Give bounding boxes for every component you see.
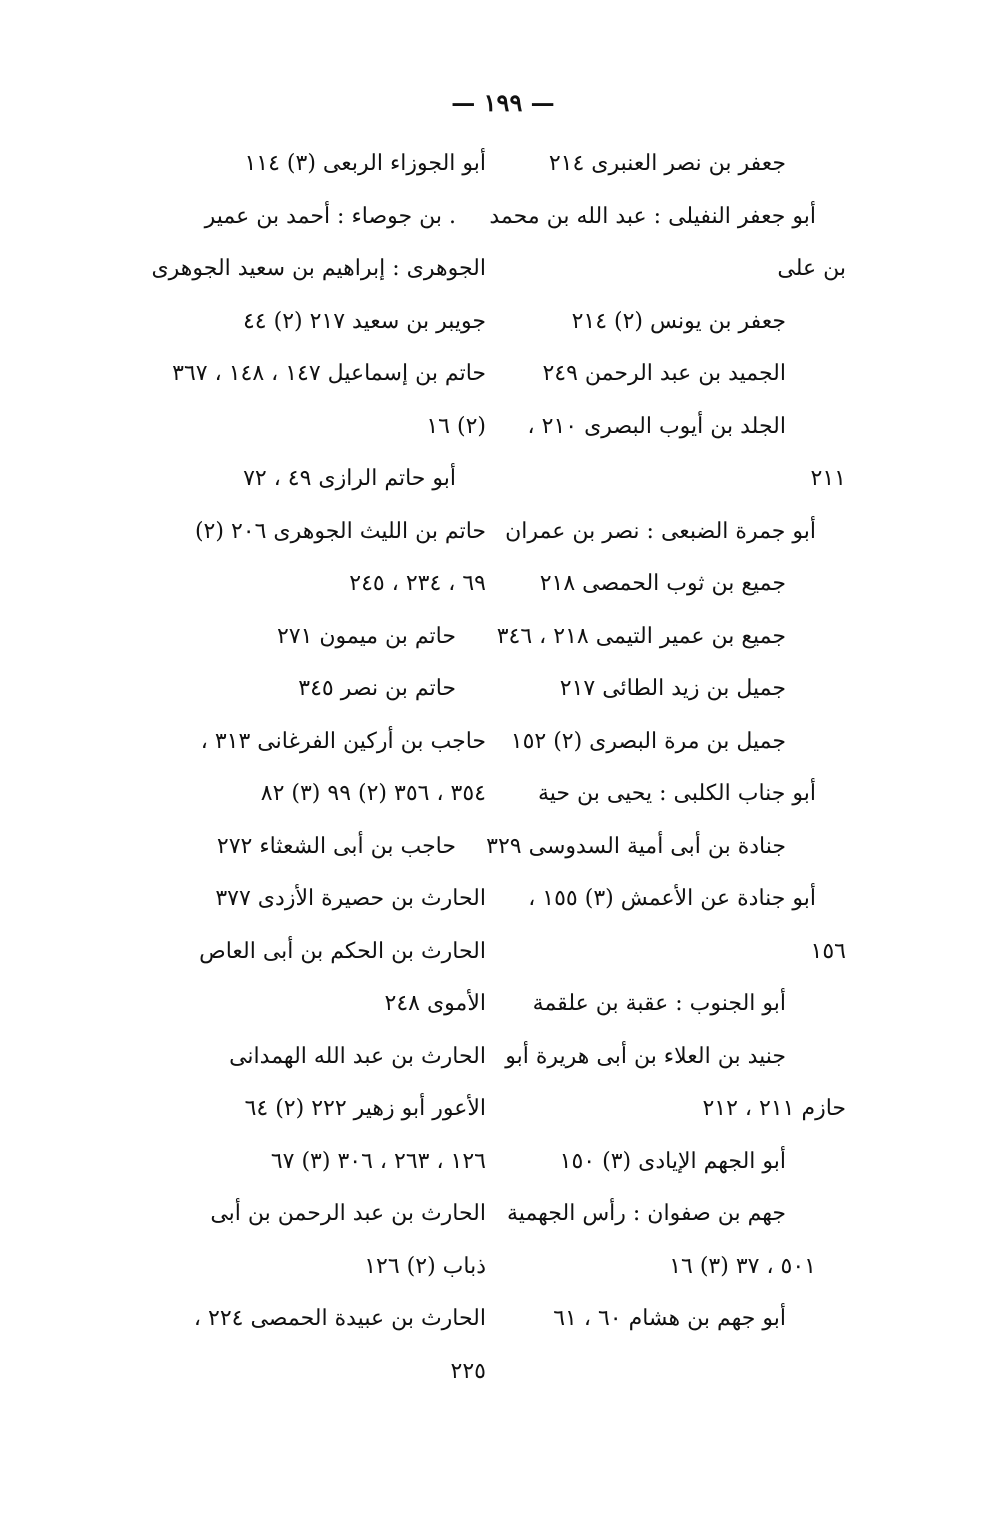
index-entry-line: . بن جوصاء : أحمد بن عمير xyxy=(204,203,456,229)
index-entry-line: ٣٥٤ ، ٣٥٦ (٢) ٩٩ (٣) ٨٢ xyxy=(260,781,486,806)
index-entry-line: أبو جعفر النفيلى : عبد الله بن محمد xyxy=(489,203,816,229)
index-entry-line: أبو الجوزاء الربعى (٣) ١١٤ xyxy=(244,151,486,176)
index-entry-line: الحارث بن عبيدة الحمصى ٢٢٤ ، xyxy=(193,1306,486,1331)
index-entry-line: الحارث بن عبد الله الهمدانى xyxy=(229,1043,486,1069)
index-entry-line: الأعور أبو زهير ٢٢٢ (٢) ٦٤ xyxy=(244,1096,486,1121)
index-column-right xyxy=(486,138,846,1346)
index-entry-line: الجلد بن أيوب البصرى ٢١٠ ، xyxy=(527,413,786,439)
index-entry-line: ذباب (٢) ١٢٦ xyxy=(364,1253,486,1279)
index-entry-line: الأموى ٢٤٨ xyxy=(384,991,486,1016)
page-number: — ١٩٩ — xyxy=(451,88,555,117)
index-entry-line: أبو جهم بن هشام ٦٠ ، ٦١ xyxy=(553,1306,786,1331)
index-entry-line: ٦٩ ، ٢٣٤ ، ٢٤٥ xyxy=(349,571,486,596)
index-entry-line: ١٥٦ xyxy=(810,938,846,964)
index-entry-line: الجوهرى : إبراهيم بن سعيد الجوهرى xyxy=(151,256,486,281)
index-entry-line: ٢١١ xyxy=(810,466,846,491)
index-entry-line: الحارث بن عبد الرحمن بن أبى xyxy=(210,1201,486,1226)
index-entry-line: حاجب بن أركين الفرغانى ٣١٣ ، xyxy=(200,728,486,754)
index-entry-line: ١٢٦ ، ٢٦٣ ، ٣٠٦ (٣) ٦٧ xyxy=(270,1148,486,1174)
index-entry-line: جعفر بن نصر العنبرى ٢١٤ xyxy=(548,151,786,176)
index-entry-line: بن على xyxy=(777,256,846,281)
index-entry-line: حاتم بن نصر ٣٤٥ xyxy=(298,676,456,701)
index-entry-line: جميل بن مرة البصرى (٢) ١٥٢ xyxy=(510,728,786,754)
index-entry-line: جهم بن صفوان : رأس الجهمية xyxy=(507,1201,786,1226)
index-entry-line: أبو جناب الكلبى : يحيى بن حية xyxy=(537,781,816,806)
index-entry-line: ٢٢٥ xyxy=(450,1358,486,1384)
index-entry-line: جنادة بن أبى أمية السدوسى ٣٢٩ xyxy=(486,833,786,859)
index-entry-line: أبو الجنوب : عقبة بن علقمة xyxy=(532,991,786,1016)
index-entry-line: أبو جمرة الضبعى : نصر بن عمران xyxy=(505,518,816,544)
index-entry-line: جنيد بن العلاء بن أبى هريرة أبو xyxy=(505,1043,786,1069)
index-entry-line: الحارث بن الحكم بن أبى العاص xyxy=(199,938,486,964)
index-entry-line: ٥٠١ ، ٣٧ (٣) ١٦ xyxy=(669,1253,816,1279)
index-entry-line: أبو الجهم الإيادى (٣) ١٥٠ xyxy=(559,1148,786,1174)
index-entry-line: جعفر بن يونس (٢) ٢١٤ xyxy=(571,308,786,334)
index-entry-line: جميل بن زيد الطائى ٢١٧ xyxy=(559,676,786,701)
index-column-left xyxy=(151,138,486,1398)
index-entry-line: الحارث بن حصيرة الأزدى ٣٧٧ xyxy=(215,886,486,911)
index-entry-line: حاتم بن إسماعيل ١٤٧ ، ١٤٨ ، ٣٦٧ xyxy=(172,361,486,386)
index-entry-line: جميع بن ثوب الحمصى ٢١٨ xyxy=(539,571,786,596)
index-entry-line: أبو جنادة عن الأعمش (٣) ١٥٥ ، xyxy=(528,886,816,911)
index-entry-line: حاتم بن الليث الجوهرى ٢٠٦ (٢) xyxy=(194,518,486,544)
index-entry-line: حاجب بن أبى الشعثاء ٢٧٢ xyxy=(216,833,456,859)
index-entry-line: حازم ٢١١ ، ٢١٢ xyxy=(702,1096,846,1121)
index-entry-line: أبو حاتم الرازى ٤٩ ، ٧٢ xyxy=(243,466,456,491)
index-entry-line: (٢) ١٦ xyxy=(426,413,486,439)
index-entry-line: جميع بن عمير التيمى ٢١٨ ، ٣٤٦ xyxy=(496,623,786,649)
index-entry-line: حاتم بن ميمون ٢٧١ xyxy=(276,623,456,649)
index-entry-line: جويبر بن سعيد ٢١٧ (٢) ٤٤ xyxy=(242,308,486,334)
index-entry-line: الجميد بن عبد الرحمن ٢٤٩ xyxy=(542,361,786,386)
